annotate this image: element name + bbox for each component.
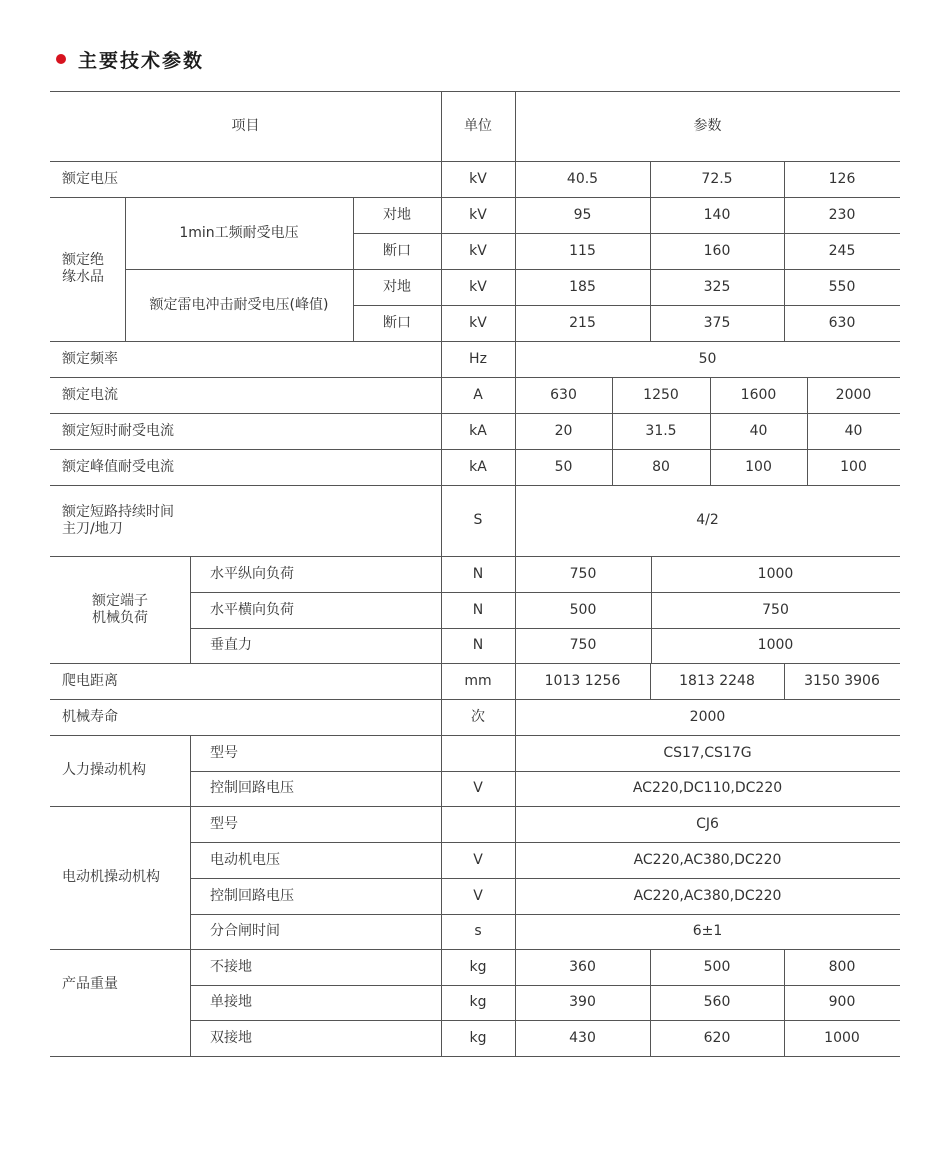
table-rule [125, 197, 126, 341]
table-rule [650, 949, 651, 1056]
value-cell: 115 [569, 242, 596, 259]
bullet-dot-icon [56, 54, 66, 64]
value-cell: CJ6 [696, 815, 719, 832]
table-rule [651, 556, 652, 663]
table-rule [190, 735, 191, 806]
row-label: 额定电压 [62, 170, 118, 187]
section-heading [56, 46, 204, 72]
sub-sub-label: 对地 [383, 278, 411, 295]
row-label: 额定短时耐受电流 [62, 422, 174, 439]
unit-cell: V [473, 780, 483, 796]
sub-label: 水平纵向负荷 [210, 565, 294, 582]
value-cell: 750 [762, 601, 789, 618]
table-rule [190, 949, 191, 1056]
value-cell: 40 [749, 422, 768, 439]
value-cell: 95 [573, 206, 592, 223]
page-title: 主要技术参数 [78, 49, 205, 72]
row-label: 额定绝 缘水品 [62, 252, 104, 285]
row-label: 额定电流 [62, 386, 118, 403]
unit-cell: kV [469, 242, 487, 259]
value-cell: 100 [840, 458, 867, 475]
table-rule [190, 771, 900, 772]
sub-label: 型号 [210, 744, 238, 761]
value-cell: 3150 3906 [804, 672, 880, 689]
value-cell: 750 [569, 637, 597, 653]
sub-sub-label: 对地 [383, 206, 411, 223]
sub-label: 1min工频耐受电压 [179, 224, 299, 241]
value-cell: 140 [703, 206, 731, 223]
value-cell: 40 [844, 422, 863, 439]
sub-label: 垂直力 [210, 637, 252, 653]
value-cell: 1013 1256 [544, 672, 621, 689]
unit-cell: kV [469, 170, 487, 187]
header-unit: 单位 [464, 117, 492, 134]
value-cell: 630 [828, 314, 856, 331]
value-cell: AC220,AC380,DC220 [633, 851, 782, 868]
value-cell: AC220,DC110,DC220 [632, 780, 783, 796]
value-cell: 360 [569, 958, 596, 975]
unit-cell: kg [469, 958, 487, 975]
table-rule [784, 949, 785, 1056]
value-cell: 1000 [757, 565, 794, 582]
value-cell: 390 [569, 994, 596, 1010]
unit-cell: kg [469, 1029, 487, 1046]
value-cell: 900 [828, 994, 856, 1010]
row-label: 额定频率 [62, 350, 118, 367]
unit-cell: 次 [471, 708, 485, 725]
row-label: 爬电距离 [62, 672, 118, 689]
table-rule [710, 377, 711, 485]
table-rule [353, 197, 354, 341]
value-cell: 500 [569, 601, 597, 618]
value-cell: 215 [569, 314, 596, 331]
unit-cell: kA [469, 458, 487, 475]
unit-cell: N [472, 601, 484, 618]
header-item: 项目 [231, 117, 260, 134]
table-rule [612, 377, 613, 485]
value-cell: 100 [745, 458, 772, 475]
sub-label: 电动机电压 [210, 851, 280, 868]
unit-cell: kV [469, 314, 487, 331]
sub-sub-label: 断口 [383, 314, 411, 331]
value-cell: 160 [703, 242, 731, 259]
value-cell: 1000 [824, 1029, 860, 1046]
unit-cell: s [474, 923, 482, 939]
value-cell: 50 [698, 350, 717, 367]
value-cell: 630 [550, 386, 577, 403]
unit-cell: V [473, 887, 483, 904]
value-cell: 80 [652, 458, 670, 475]
value-cell: 2000 [835, 386, 872, 403]
value-cell: 6±1 [692, 923, 723, 939]
sub-label: 分合闸时间 [210, 923, 280, 939]
header-params: 参数 [693, 117, 722, 134]
table-rule [784, 161, 785, 341]
unit-cell [441, 735, 515, 771]
value-cell: 800 [828, 958, 856, 975]
row-label: 产品重量 [62, 976, 118, 992]
value-cell: 1813 2248 [679, 672, 755, 689]
sub-label: 型号 [210, 815, 238, 832]
unit-cell: kg [469, 994, 487, 1010]
sub-label: 双接地 [210, 1029, 252, 1046]
sub-label: 水平横向负荷 [210, 601, 294, 618]
sub-label: 控制回路电压 [210, 887, 294, 904]
sub-sub-label: 断口 [383, 242, 411, 259]
value-cell: 325 [703, 278, 731, 295]
value-cell: AC220,AC380,DC220 [633, 887, 782, 904]
value-cell: 560 [703, 994, 731, 1010]
unit-cell: kV [469, 206, 487, 223]
unit-cell: kV [469, 278, 487, 295]
row-label: 人力操动机构 [62, 762, 146, 778]
unit-cell: S [473, 512, 483, 528]
table-rule [190, 556, 191, 663]
row-label: 电动机操动机构 [62, 869, 160, 885]
table-rule [650, 663, 651, 699]
sub-label: 单接地 [210, 994, 252, 1010]
value-cell: 1600 [740, 386, 777, 403]
value-cell: 2000 [689, 708, 726, 725]
value-cell: CS17,CS17G [663, 744, 752, 761]
sub-label: 不接地 [210, 958, 252, 975]
value-cell: 31.5 [645, 422, 677, 439]
unit-cell: Hz [469, 350, 487, 367]
sub-label: 额定雷电冲击耐受电压(峰值) [149, 296, 329, 313]
row-label: 额定端子 机械负荷 [92, 592, 148, 626]
table-rule [353, 305, 900, 306]
table-rule [353, 233, 900, 234]
unit-cell: kA [469, 422, 487, 439]
unit-cell: A [473, 386, 483, 403]
value-cell: 230 [828, 206, 856, 223]
row-label: 额定峰值耐受电流 [62, 458, 174, 475]
unit-cell: V [473, 851, 483, 868]
unit-cell: mm [464, 672, 492, 689]
value-cell: 550 [828, 278, 856, 295]
value-cell: 50 [554, 458, 573, 475]
table-rule [650, 161, 651, 341]
value-cell: 185 [569, 278, 596, 295]
table-rule [190, 806, 191, 949]
row-label: 额定短路持续时间 主刀/地刀 [62, 503, 174, 537]
value-cell: 500 [703, 958, 731, 975]
value-cell: 20 [554, 422, 573, 439]
value-cell: 245 [828, 242, 856, 259]
value-cell: 1250 [643, 386, 679, 403]
value-cell: 4/2 [696, 512, 719, 528]
value-cell: 1000 [757, 637, 794, 653]
row-label: 机械寿命 [62, 708, 118, 725]
table-rule [515, 91, 516, 1056]
value-cell: 126 [828, 170, 856, 187]
table-rule [807, 377, 808, 485]
table-rule [784, 663, 785, 699]
sub-label: 控制回路电压 [210, 780, 294, 796]
value-cell: 750 [569, 565, 597, 582]
unit-cell: N [472, 637, 484, 653]
value-cell: 40.5 [566, 170, 599, 187]
value-cell: 620 [703, 1029, 731, 1046]
table-rule [50, 1056, 900, 1057]
value-cell: 430 [569, 1029, 596, 1046]
unit-cell [441, 806, 515, 842]
table-rule [441, 91, 442, 1056]
value-cell: 375 [703, 314, 731, 331]
unit-cell: N [472, 565, 484, 582]
value-cell: 72.5 [701, 170, 733, 187]
